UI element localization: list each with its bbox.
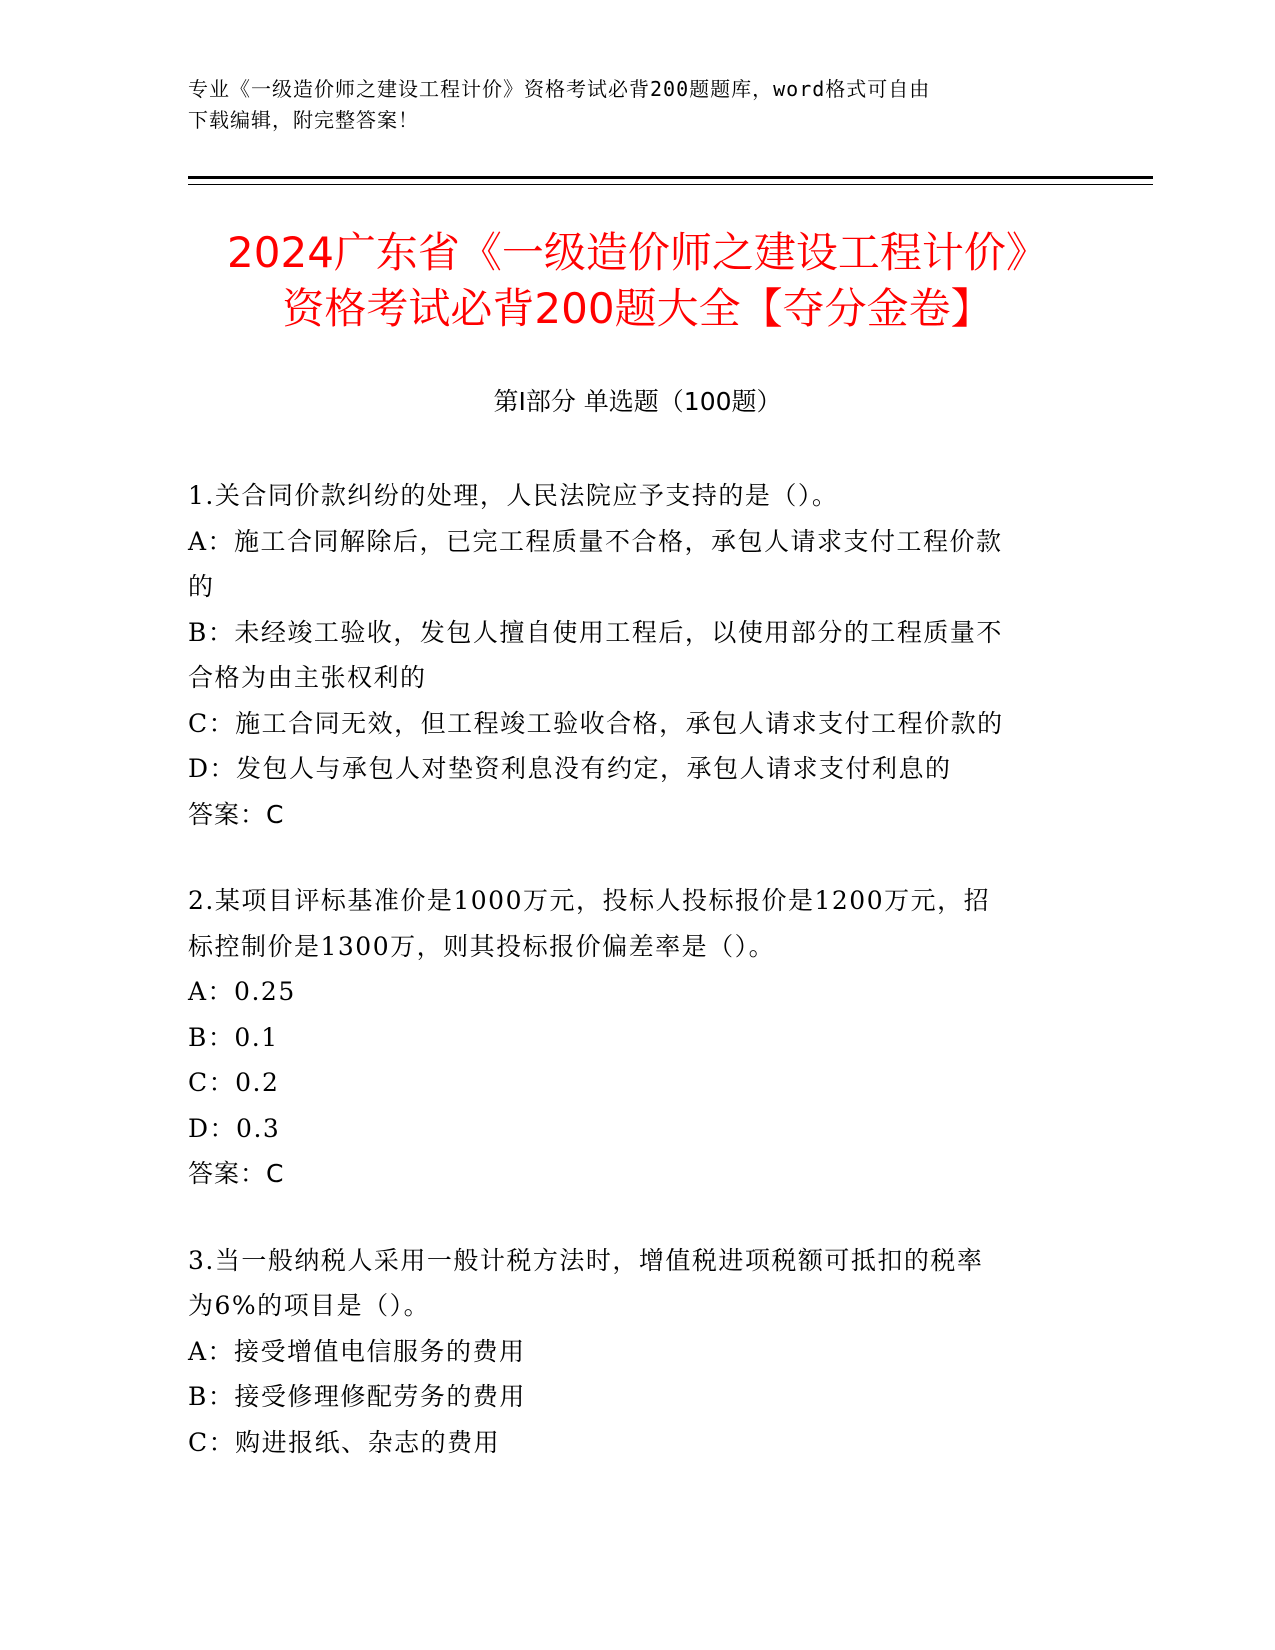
option-c: C：购进报纸、杂志的费用 [188,1427,501,1457]
question-stem-continued: 标控制价是1300万，则其投标报价偏差率是（）。 [188,931,776,961]
option-b: B：未经竣工验收，发包人擅自使用工程后，以使用部分的工程质量不 [188,617,1003,647]
question-stem-continued: 为6%的项目是（）。 [188,1291,431,1320]
option-b: B：接受修理修配劳务的费用 [188,1382,526,1411]
question-2 [188,878,1088,1197]
document-title [150,225,1125,337]
option-c: C：施工合同无效，但工程竣工验收合格，承包人请求支付工程价款的 [188,708,1004,738]
option-a: A：施工合同解除后，已完工程质量不合格，承包人请求支付工程价款 [188,526,1003,556]
header-divider-thin [188,184,1153,185]
option-c: C：0.2 [188,1068,280,1097]
header-divider-thick [188,176,1153,179]
header-note [188,74,1088,136]
question-stem: 1.关合同价款纠纷的处理，人民法院应予支持的是（）。 [188,481,839,510]
question-1 [188,473,1088,837]
section-heading: 第Ⅰ部分 单选题（100题） [493,387,782,416]
question-list [188,473,1088,1506]
question-stem: 2.某项目评标基准价是1000万元，投标人投标报价是1200万元，招 [188,886,991,915]
document-title-line: 资格考试必背200题大全【夺分金卷】 [282,284,993,333]
answer: 答案：C [188,799,285,829]
document-title-line: 2024广东省《一级造价师之建设工程计价》 [227,228,1048,277]
header-note-line: 下载编辑，附完整答案！ [188,108,419,132]
question-stem: 3.当一般纳税人采用一般计税方法时，增值税进项税额可抵扣的税率 [188,1245,984,1275]
option-b-continued: 合格为由主张权利的 [188,663,427,692]
question-3 [188,1238,1088,1466]
option-b: B：0.1 [188,1022,279,1052]
header-note-line: 专业《一级造价师之建设工程计价》资格考试必背200题题库，word格式可自由 [188,77,931,101]
option-d: D：0.3 [188,1113,281,1143]
option-d: D：发包人与承包人对垫资利息没有约定，承包人请求支付利息的 [188,754,952,783]
option-a-continued: 的 [188,572,215,601]
option-a: A：0.25 [188,977,296,1006]
answer: 答案：C [188,1159,285,1188]
option-a: A：接受增值电信服务的费用 [188,1336,526,1366]
